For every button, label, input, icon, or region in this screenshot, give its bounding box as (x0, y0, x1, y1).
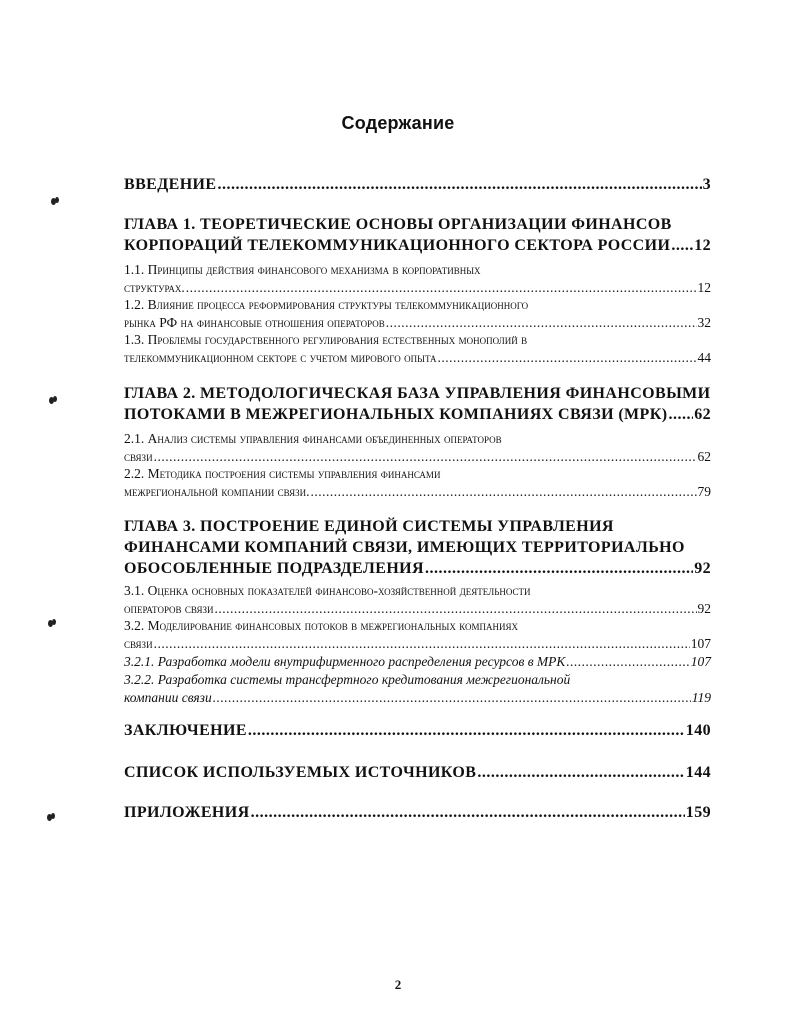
toc-section-1-1[interactable] (124, 261, 711, 297)
section-2-1-line-1: нализ системы управления финансами объединенных операторов (157, 431, 502, 446)
dot-leader (477, 762, 684, 783)
chapter-1-line-1: ГЛАВА 1. ТЕОРЕТИЧЕСКИЕ ОСНОВЫ ОРГАНИЗАЦИИ ФИНАНСОВ (124, 216, 672, 233)
dot-leader (668, 404, 693, 425)
toc-chapter-2[interactable] (124, 383, 711, 425)
section-3-1-line-1: ценка основных показателей финансово-хозяйственной деятельности (157, 583, 531, 598)
dot-leader (386, 314, 697, 332)
dot-leader (154, 448, 697, 466)
section-1-2-lead: 1.2. В (124, 297, 157, 312)
section-3-1-page: 92 (697, 601, 711, 616)
section-3-1-line-2: операторов связи (124, 601, 214, 616)
scan-mark (50, 196, 60, 206)
section-2-2-line-2: межрегиональной компании связи. (124, 484, 310, 499)
toc-intro[interactable] (124, 174, 711, 195)
section-1-2-line-2: рынка РФ на финансовые отношения операторов (124, 315, 385, 330)
section-2-2-line-1: етодика построения системы управления финансами (159, 466, 441, 481)
toc-conclusion[interactable] (124, 720, 711, 741)
section-3-2-lead: 3.2. М (124, 618, 160, 633)
subsection-3-2-1-page: 107 (690, 654, 711, 669)
toc-section-2-1[interactable] (124, 430, 711, 466)
page-title: Содержание (341, 113, 455, 133)
section-2-1-line-2: связи (124, 449, 153, 464)
chapter-3-page: 92 (694, 560, 711, 577)
section-2-1-lead: 2.1. А (124, 431, 158, 446)
toc-appendices[interactable] (124, 802, 711, 823)
dot-leader (213, 689, 691, 707)
toc-section-1-3[interactable] (124, 331, 711, 367)
chapter-3-line-3: ОБОСОБЛЕННЫЕ ПОДРАЗДЕЛЕНИЯ (124, 560, 424, 577)
toc-intro-label: ВВЕДЕНИЕ (124, 176, 217, 193)
toc-subsection-3-2-2[interactable] (124, 671, 711, 707)
scan-mark (48, 395, 58, 405)
section-2-1-page: 62 (697, 449, 711, 464)
dot-leader (217, 174, 701, 195)
chapter-1-line-2: КОРПОРАЦИЙ ТЕЛЕКОММУНИКАЦИОННОГО СЕКТОРА РОССИИ (124, 237, 671, 254)
dot-leader (438, 349, 697, 367)
dot-leader (425, 558, 693, 579)
section-1-2-page: 32 (697, 315, 711, 330)
section-2-2-page: 79 (697, 484, 711, 499)
scan-mark (46, 812, 56, 822)
chapter-1-page: 12 (694, 237, 711, 254)
dot-leader (154, 635, 690, 653)
toc-appendices-label: ПРИЛОЖЕНИЯ (124, 804, 250, 821)
chapter-2-line-1: ГЛАВА 2. МЕТОДОЛОГИЧЕСКАЯ БАЗА УПРАВЛЕНИЯ ФИНАНСОВЫМИ (124, 385, 711, 402)
dot-leader (215, 600, 697, 618)
toc-section-2-2[interactable] (124, 465, 711, 501)
toc-sources[interactable] (124, 762, 711, 783)
section-1-3-lead: 1.3. П (124, 332, 158, 347)
chapter-3-line-2: ФИНАНСАМИ КОМПАНИЙ СВЯЗИ, ИМЕЮЩИХ ТЕРРИТОРИАЛЬНО (124, 539, 685, 556)
toc-appendices-page: 159 (685, 804, 711, 821)
section-1-3-line-2: телекоммуникационном секторе с учетом мирового опыта (124, 350, 437, 365)
chapter-2-page: 62 (694, 406, 711, 423)
dot-leader (251, 802, 685, 823)
section-1-3-line-1: роблемы государственного регулирования естественных монополий в (157, 332, 528, 347)
subsection-3-2-1-line-1: 3.2.1. Разработка модели внутрифирменного распределения ресурсов в МРК (124, 654, 566, 669)
section-1-1-line-2: структурах. (124, 280, 185, 295)
dot-leader (186, 279, 697, 297)
toc-section-1-2[interactable] (124, 296, 711, 332)
toc-chapter-3[interactable] (124, 516, 711, 579)
dot-leader (671, 235, 693, 256)
subsection-3-2-2-page: 119 (691, 690, 711, 705)
toc-section-3-1[interactable] (124, 582, 711, 618)
toc-sources-label: СПИСОК ИСПОЛЬЗУЕМЫХ ИСТОЧНИКОВ (124, 764, 477, 781)
section-2-2-lead: 2.2. М (124, 466, 160, 481)
scan-mark (47, 618, 57, 628)
section-1-1-line-1: ринципы действия финансового механизма в корпоративных (157, 262, 481, 277)
toc-conclusion-page: 140 (685, 722, 711, 739)
toc-sources-page: 144 (685, 764, 711, 781)
dot-leader (566, 653, 689, 671)
dot-leader (311, 483, 697, 501)
toc-chapter-1[interactable] (124, 214, 711, 256)
chapter-3-line-1: ГЛАВА 3. ПОСТРОЕНИЕ ЕДИНОЙ СИСТЕМЫ УПРАВЛЕНИЯ (124, 518, 614, 535)
page-number: 2 (394, 977, 402, 992)
toc-conclusion-label: ЗАКЛЮЧЕНИЕ (124, 722, 247, 739)
subsection-3-2-2-line-2: компании связи (124, 690, 212, 705)
subsection-3-2-2-line-1: 3.2.2. Разработка системы трансфертного кредитования межрегиональной (124, 672, 571, 687)
section-1-1-lead: 1.1. П (124, 262, 158, 277)
section-1-1-page: 12 (697, 280, 711, 295)
chapter-2-line-2: ПОТОКАМИ В МЕЖРЕГИОНАЛЬНЫХ КОМПАНИЯХ СВЯЗИ (МРК) (124, 406, 668, 423)
section-3-2-page: 107 (690, 636, 711, 651)
toc-intro-page: 3 (702, 176, 711, 193)
section-1-2-line-1: лияние процесса реформирования структуры телекоммуникационного (156, 297, 529, 312)
section-3-2-line-2: связи (124, 636, 153, 651)
section-3-1-lead: 3.1. О (124, 583, 158, 598)
dot-leader (248, 720, 685, 741)
toc-subsection-3-2-1[interactable] (124, 653, 711, 671)
section-3-2-line-1: оделирование финансовых потоков в межрегиональных компаниях (159, 618, 519, 633)
section-1-3-page: 44 (697, 350, 711, 365)
toc-section-3-2[interactable] (124, 617, 711, 653)
